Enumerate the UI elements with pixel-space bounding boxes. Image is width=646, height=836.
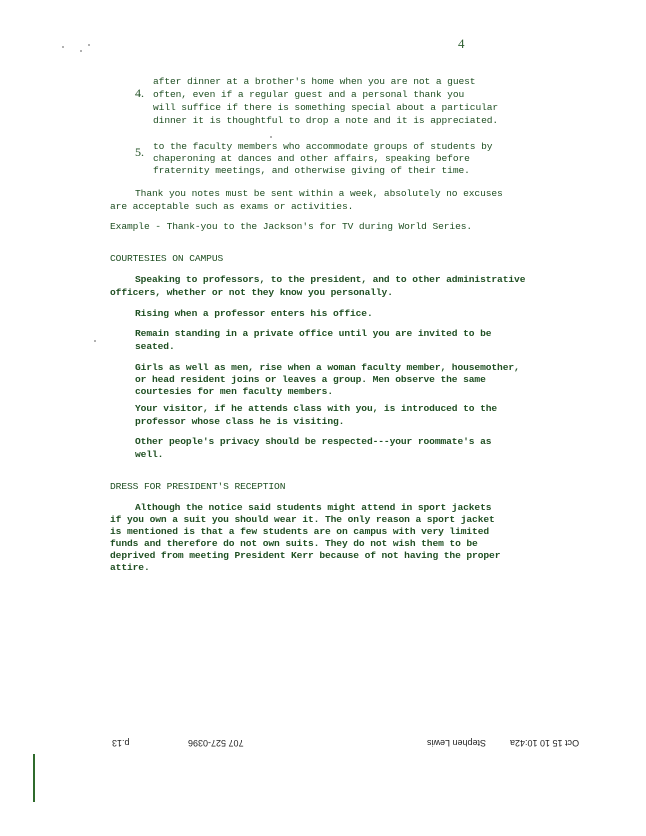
scan-speck xyxy=(80,50,82,52)
list-item-text: fraternity meetings, and otherwise giving of their time. xyxy=(153,165,470,176)
list-item-text: dinner it is thoughtful to drop a note and it is appreciated. xyxy=(153,115,499,126)
scan-speck xyxy=(270,136,272,138)
paragraph-line: deprived from meeting President Kerr because of not having the proper xyxy=(110,550,501,561)
paragraph-line: Although the notice said students might attend in sport jackets xyxy=(135,502,492,513)
fax-sender-name: Stephen Lewis xyxy=(427,738,487,748)
courtesy-item: Other people's privacy should be respected---your roommate's as xyxy=(135,436,492,447)
example-line: Example - Thank-you to the Jackson's for TV during World Series. xyxy=(110,221,473,232)
courtesy-item: seated. xyxy=(135,341,175,352)
page-number: 4 xyxy=(458,36,465,51)
list-item-text: will suffice if there is something special about a particular xyxy=(153,102,499,113)
paragraph-line: if you own a suit you should wear it. The only reason a sport jacket xyxy=(110,514,495,525)
courtesy-item: Your visitor, if he attends class with you, is introduced to the xyxy=(135,403,498,414)
courtesy-item: professor whose class he is visiting. xyxy=(135,416,345,427)
list-item-text: chaperoning at dances and other affairs, speaking before xyxy=(153,153,470,164)
courtesy-item: Remain standing in a private office until you are invited to be xyxy=(135,328,492,339)
scan-edge-mark xyxy=(33,754,35,802)
courtesy-item: Girls as well as men, rise when a woman faculty member, housemother, xyxy=(135,362,520,373)
paragraph-line: Speaking to professors, to the president, and to other administrative xyxy=(135,274,526,285)
scan-speck xyxy=(62,46,64,48)
list-item-text: to the faculty members who accommodate groups of students by xyxy=(153,141,493,152)
courtesy-item: well. xyxy=(135,449,164,460)
paragraph-line: Thank you notes must be sent within a week, absolutely no excuses xyxy=(135,188,503,199)
paragraph-line: is mentioned is that a few students are on campus with very limited xyxy=(110,526,490,537)
paragraph-line: officers, whether or not they know you personally. xyxy=(110,287,393,298)
scan-speck xyxy=(94,340,96,342)
list-item-number: 4. xyxy=(135,86,144,100)
courtesy-item: Rising when a professor enters his office. xyxy=(135,308,373,319)
paragraph-line: are acceptable such as exams or activities. xyxy=(110,201,354,212)
fax-page-label: p.13 xyxy=(112,738,130,748)
courtesy-item: courtesies for men faculty members. xyxy=(135,386,334,397)
section-heading: DRESS FOR PRESIDENT'S RECEPTION xyxy=(110,481,286,492)
scan-speck xyxy=(88,44,90,46)
list-item-text: after dinner at a brother's home when you are not a guest xyxy=(153,76,476,87)
paragraph-line: funds and therefore do not own suits. They do not wish them to be xyxy=(110,538,478,549)
list-item-text: often, even if a regular guest and a personal thank you xyxy=(153,89,465,100)
list-item-number: 5. xyxy=(135,145,144,159)
fax-phone-number: 707 527-0396 xyxy=(188,738,244,748)
fax-timestamp: Oct 15 10 10:42a xyxy=(510,738,580,748)
section-heading: COURTESIES ON CAMPUS xyxy=(110,253,224,264)
courtesy-item: or head resident joins or leaves a group. Men observe the same xyxy=(135,374,486,385)
paragraph-line: attire. xyxy=(110,562,150,573)
